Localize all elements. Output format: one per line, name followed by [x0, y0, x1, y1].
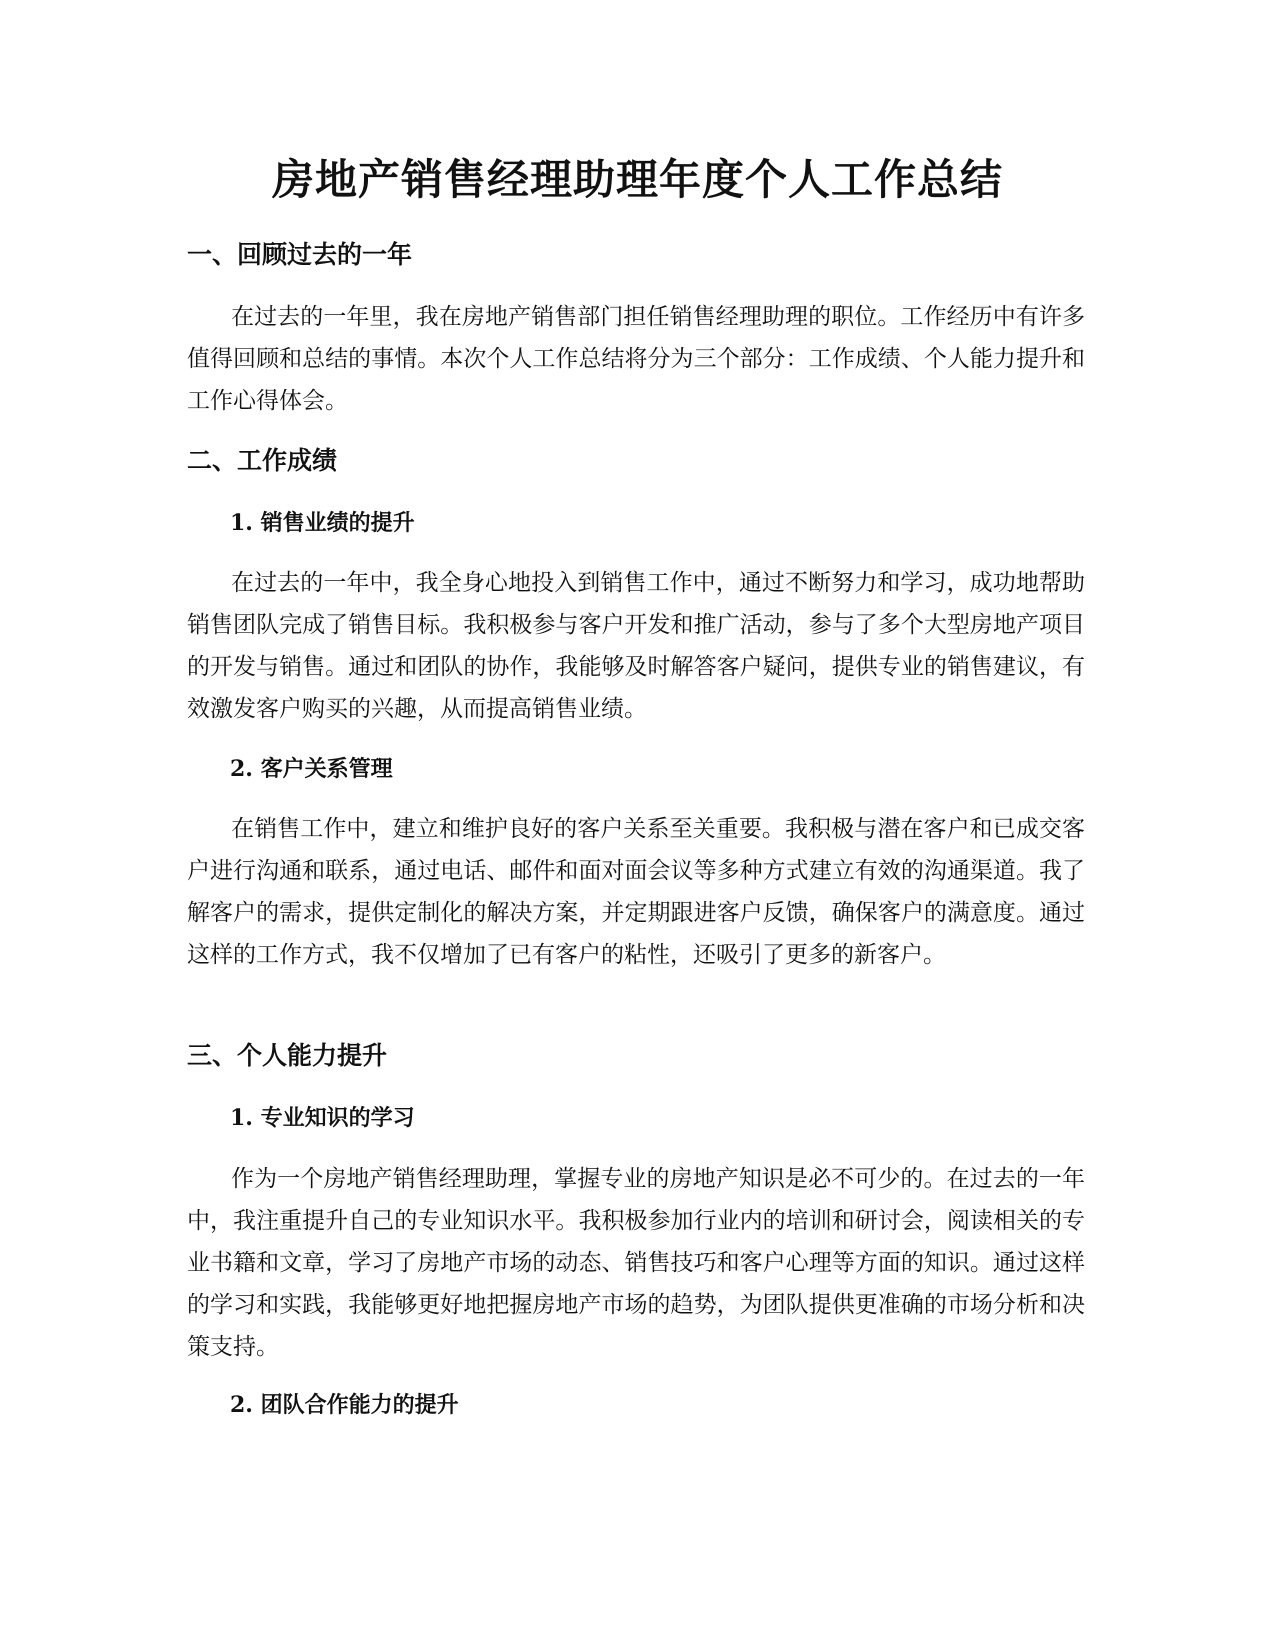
subsection-paragraph-sales: 在过去的一年中，我全身心地投入到销售工作中，通过不断努力和学习，成功地帮助销售团队完成了销售目标。我积极参与客户开发和推广活动，参与了多个大型房地产项目的开发与销售。通过和团队的协作，我能够及时解答客户疑问，提供专业的销售建议，有效激发客户购买的兴趣，从而提高销售业绩。 — [187, 570, 1085, 722]
subsection-heading-sales: 1. 销售业绩的提升 — [230, 510, 415, 536]
document-title: 房地产销售经理助理年度个人工作总结 — [271, 155, 1003, 204]
section-heading-review: 一、回顾过去的一年 — [187, 240, 413, 269]
subsection-heading-teamwork: 2. 团队合作能力的提升 — [230, 1392, 459, 1418]
section-heading-ability: 三、个人能力提升 — [187, 1041, 388, 1070]
subsection-paragraph-knowledge: 作为一个房地产销售经理助理，掌握专业的房地产知识是必不可少的。在过去的一年中，我注重提升自己的专业知识水平。我积极参加行业内的培训和研讨会，阅读相关的专业书籍和文章，学习了房地产市场的动态、销售技巧和客户心理等方面的知识。通过这样的学习和实践，我能够更好地把握房地产市场的趋势，为团队提供更准确的市场分析和决策支持。 — [187, 1166, 1085, 1360]
section-heading-achievements: 二、工作成绩 — [187, 446, 338, 475]
subsection-heading-crm: 2. 客户关系管理 — [230, 756, 393, 782]
section-paragraph-review: 在过去的一年里，我在房地产销售部门担任销售经理助理的职位。工作经历中有许多值得回顾和总结的事情。本次个人工作总结将分为三个部分：工作成绩、个人能力提升和工作心得体会。 — [187, 304, 1085, 414]
subsection-heading-knowledge: 1. 专业知识的学习 — [230, 1105, 415, 1131]
subsection-paragraph-crm: 在销售工作中，建立和维护良好的客户关系至关重要。我积极与潜在客户和已成交客户进行沟通和联系，通过电话、邮件和面对面会议等多种方式建立有效的沟通渠道。我了解客户的需求，提供定制化的解决方案，并定期跟进客户反馈，确保客户的满意度。通过这样的工作方式，我不仅增加了已有客户的粘性，还吸引了更多的新客户。 — [187, 816, 1085, 968]
